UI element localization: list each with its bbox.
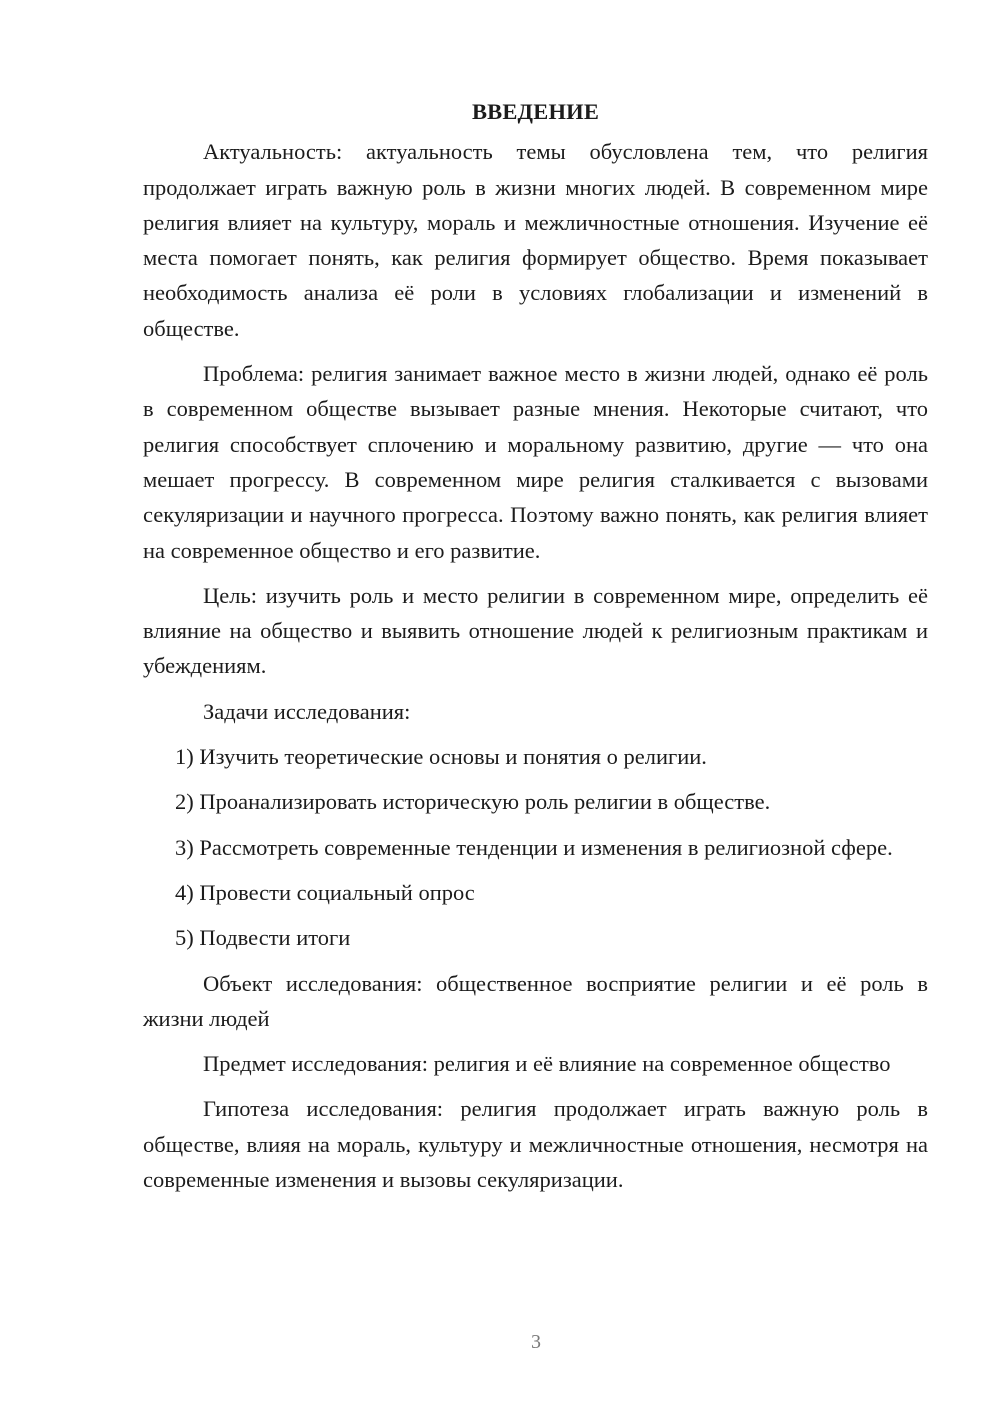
paragraph-hypothesis: Гипотеза исследования: религия продолжает играть важную роль в обществе, влияя на мораль, культуру и межличностные отношения, несмотря на современные изменения и вызовы секуляризации. xyxy=(143,1096,928,1193)
page-number: 3 xyxy=(531,1331,541,1353)
paragraph-tasks-heading: Задачи исследования: xyxy=(203,698,411,724)
list-item: 2) Проанализировать историческую роль религии в обществе. xyxy=(175,789,771,815)
tasks-list xyxy=(143,739,928,955)
list-item: 5) Подвести итоги xyxy=(175,925,351,951)
list-item: 1) Изучить теоретические основы и понятия о религии. xyxy=(175,744,707,770)
list-item: 3) Рассмотреть современные тенденции и изменения в религиозной сфере. xyxy=(175,834,893,860)
paragraph-relevance: Актуальность: актуальность темы обусловлена тем, что религия продолжает играть важную роль в жизни многих людей. В современном мире религия влияет на культуру, мораль и межличностные отношения. Изучение её места помогает понять, как религия формирует общество. Время показывает необходимость анализа её роли в условиях глобализации и изменений в обществе. xyxy=(143,139,928,341)
paragraph-goal: Цель: изучить роль и место религии в современном мире, определить её влияние на общество и выявить отношение людей к религиозным практикам и убеждениям. xyxy=(143,582,928,679)
section-title: ВВЕДЕНИЕ xyxy=(471,99,600,124)
page-content xyxy=(143,94,928,1207)
paragraph-object: Объект исследования: общественное восприятие религии и её роль в жизни людей xyxy=(143,970,928,1031)
paragraph-subject: Предмет исследования: религия и её влияние на современное общество xyxy=(203,1051,891,1077)
list-item: 4) Провести социальный опрос xyxy=(175,879,475,905)
paragraph-problem: Проблема: религия занимает важное место в жизни людей, однако её роль в современном обществе вызывает разные мнения. Некоторые считают, что религия способствует сплочению и моральному развитию, другие — что она мешает прогрессу. В современном мире религия сталкивается с вызовами секуляризации и научного прогресса. Поэтому важно понять, как религия влияет на современное общество и его развитие. xyxy=(143,361,928,563)
